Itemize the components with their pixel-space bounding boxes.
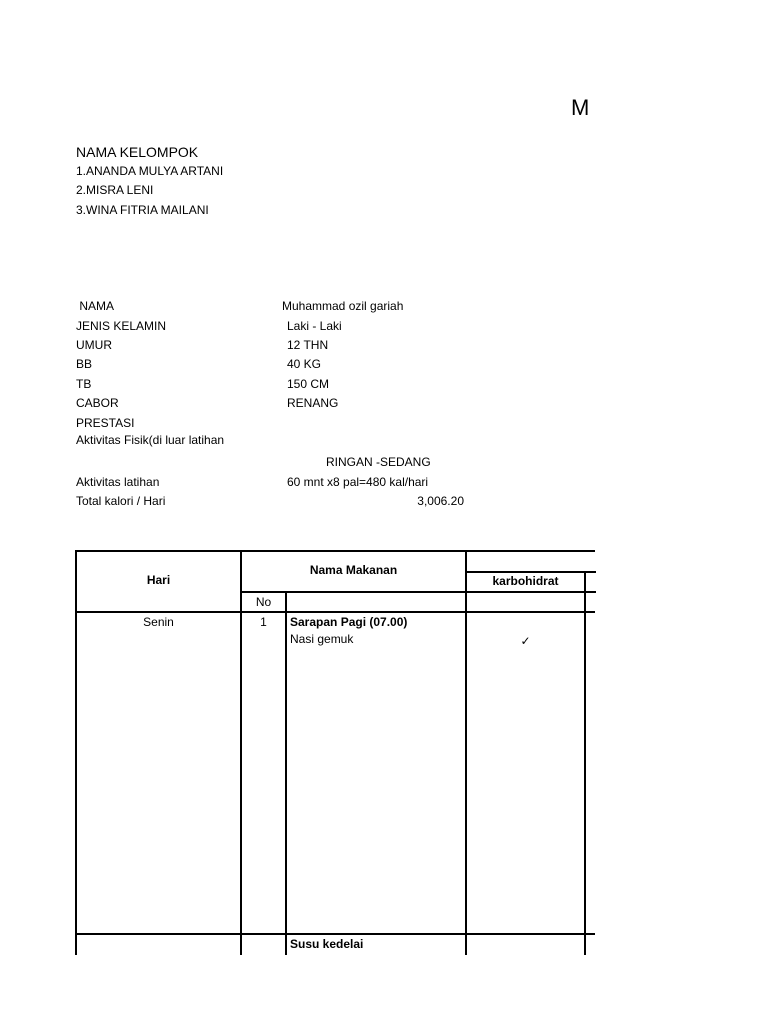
- profile-label-nama: NAMA: [76, 299, 115, 313]
- profile-label-prestasi: PRESTASI: [76, 416, 135, 430]
- profile-value-nama: Muhammad ozil gariah: [282, 299, 404, 313]
- activity-training-label: Aktivitas latihan: [76, 475, 160, 489]
- profile-label-umur: UMUR: [76, 338, 112, 352]
- activity-total-value: 3,006.20: [417, 494, 464, 508]
- profile-label-cabor: CABOR: [76, 396, 119, 410]
- profile-label-tb: TB: [76, 377, 92, 391]
- activity-training-value: 60 mnt x8 pal=480 kal/hari: [287, 475, 429, 489]
- row-hari: Senin: [143, 615, 174, 629]
- page-title: M: [571, 95, 590, 120]
- row-meal-item: Nasi gemuk: [290, 632, 354, 646]
- group-heading: NAMA KELOMPOK: [76, 144, 199, 160]
- profile-label-jenis-kelamin: JENIS KELAMIN: [76, 319, 167, 333]
- header-hari: Hari: [146, 573, 171, 587]
- row-meal-title: Susu kedelai: [290, 937, 364, 951]
- row-meal-title: Sarapan Pagi (07.00): [290, 615, 408, 629]
- profile-label-bb: BB: [76, 357, 93, 371]
- profile-value-cabor: RENANG: [287, 396, 339, 410]
- header-nama-makanan: Nama Makanan: [309, 563, 398, 577]
- activity-physical-label: Aktivitas Fisik(di luar latihan: [76, 433, 225, 447]
- group-member: 1.ANANDA MULYA ARTANI: [76, 164, 224, 178]
- profile-value-tb: 150 CM: [287, 377, 330, 391]
- profile-value-umur: 12 THN: [287, 338, 329, 352]
- header-no: No: [255, 595, 272, 609]
- activity-total-label: Total kalori / Hari: [76, 494, 166, 508]
- row-no: 1: [260, 615, 267, 629]
- check-icon: ✓: [520, 634, 531, 648]
- activity-physical-value: RINGAN -SEDANG: [326, 455, 431, 469]
- group-member: 2.MISRA LENI: [76, 183, 154, 197]
- profile-value-bb: 40 KG: [287, 357, 322, 371]
- profile-value-jenis-kelamin: Laki - Laki: [287, 319, 342, 333]
- group-member: 3.WINA FITRIA MAILANI: [76, 203, 209, 217]
- header-karbohidrat: karbohidrat: [492, 574, 559, 588]
